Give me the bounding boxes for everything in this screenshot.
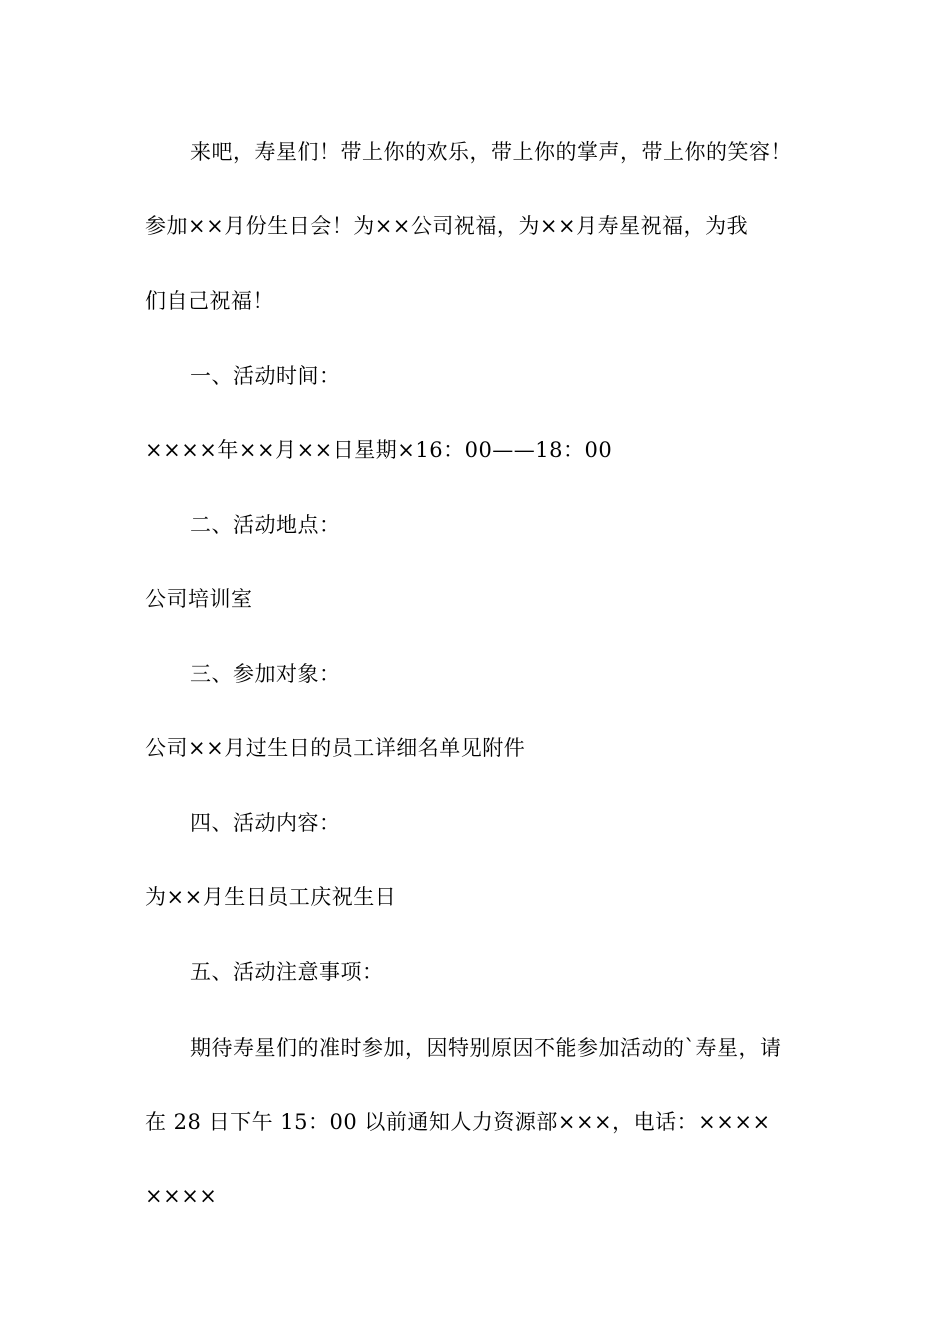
section-content-location: 公司培训室 [145,587,253,611]
section-content-time: ××××年××月××日星期×16：00——18：00 [145,438,613,462]
paragraph-intro-line-2: 参加××月份生日会！为××公司祝福，为××月寿星祝福，为我 [145,214,749,238]
section-heading-time: 一、活动时间： [190,364,341,388]
section-content-notes-line-1: 期待寿星们的准时参加，因特别原因不能参加活动的`寿星，请 [190,1036,782,1060]
section-heading-location: 二、活动地点： [190,513,341,537]
section-heading-notes: 五、活动注意事项： [190,960,384,984]
section-heading-participants: 三、参加对象： [190,662,341,686]
section-content-notes-line-2: 在 28 日下午 15：00 以前通知人力资源部×××，电话：×××× [145,1110,771,1134]
section-content-notes-line-3: ×××× [145,1184,218,1208]
paragraph-intro-line-3: 们自己祝福！ [145,289,274,313]
section-content-participants: 公司××月过生日的员工详细名单见附件 [145,736,526,760]
section-heading-content: 四、活动内容： [190,811,341,835]
paragraph-intro-line-1: 来吧，寿星们！带上你的欢乐，带上你的掌声，带上你的笑容！ [190,140,792,164]
section-content-content: 为××月生日员工庆祝生日 [145,885,397,909]
